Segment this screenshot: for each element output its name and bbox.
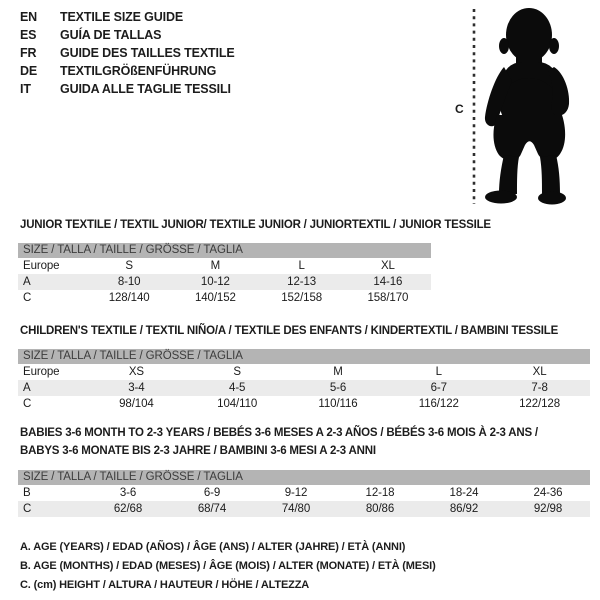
size-table-children bbox=[18, 349, 590, 412]
height-figure bbox=[448, 3, 596, 209]
lang-title: TEXTILE SIZE GUIDE bbox=[60, 10, 184, 24]
lang-row-en bbox=[20, 8, 235, 26]
table-cell: 6-9 bbox=[203, 487, 221, 499]
lang-row-de bbox=[20, 62, 235, 80]
table-cell: 18-24 bbox=[449, 487, 479, 499]
table-cell: 6-7 bbox=[430, 382, 447, 394]
row-label: A bbox=[23, 382, 31, 394]
table-row-sizes bbox=[18, 258, 431, 274]
table-cell: 92/98 bbox=[533, 503, 563, 515]
lang-row-it bbox=[20, 80, 235, 98]
lang-code: IT bbox=[20, 82, 31, 96]
table-cell: 3-6 bbox=[119, 487, 137, 499]
section-title-junior: JUNIOR TEXTILE / TEXTIL JUNIOR/ TEXTILE JUNIOR / JUNIORTEXTIL / JUNIOR TESSILE bbox=[20, 219, 491, 231]
table-cell: 80/86 bbox=[365, 503, 395, 515]
baby-silhouette bbox=[466, 3, 590, 209]
table-row-age bbox=[18, 274, 431, 290]
table-cell: 122/128 bbox=[519, 398, 561, 410]
footnote-age-months: B. AGE (MONTHS) / EDAD (MESES) / ÂGE (MOIS) / ALTER (MONATE) / ETÀ (MESI) bbox=[20, 560, 436, 572]
table-cell: 4-5 bbox=[229, 382, 246, 394]
table-cell: 104/110 bbox=[217, 398, 258, 410]
lang-title: GUIDE DES TAILLES TEXTILE bbox=[60, 46, 235, 60]
table-cell: L bbox=[298, 260, 305, 272]
table-cell: S bbox=[125, 260, 133, 272]
table-cell: 116/122 bbox=[418, 398, 459, 410]
table-cell: 14-16 bbox=[373, 276, 403, 288]
table-cell: 98/104 bbox=[119, 398, 154, 410]
section-title-babies-line2: BABYS 3-6 MONATE BIS 2-3 JAHRE / BAMBINI 3-6 MESI A 2-3 ANNI bbox=[20, 445, 376, 457]
table-cell: M bbox=[210, 260, 221, 272]
section-title-babies-line1: BABIES 3-6 MONTH TO 2-3 YEARS / BEBÉS 3-6 MESES A 2-3 AÑOS / BÉBÉS 3-6 MOIS À 2-3 ANS / bbox=[20, 427, 538, 439]
lang-row-fr bbox=[20, 44, 235, 62]
size-header-bar: SIZE / TALLA / TAILLE / GRÖSSE / TAGLIA bbox=[18, 349, 590, 364]
table-cell: 128/140 bbox=[108, 292, 150, 304]
table-cell: 62/68 bbox=[113, 503, 143, 515]
table-cell: 10-12 bbox=[200, 276, 230, 288]
row-label: Europe bbox=[23, 260, 60, 272]
size-header-bar: SIZE / TALLA / TAILLE / GRÖSSE / TAGLIA bbox=[18, 470, 590, 485]
table-cell: 12-18 bbox=[365, 487, 395, 499]
size-table-babies bbox=[18, 470, 590, 517]
table-row-sizes bbox=[18, 364, 590, 380]
table-row-height bbox=[18, 396, 590, 412]
table-cell: 158/170 bbox=[367, 292, 409, 304]
table-cell: 110/116 bbox=[318, 398, 358, 410]
lang-title: TEXTILGRÖßENFÜHRUNG bbox=[60, 64, 217, 78]
table-cell: 12-13 bbox=[287, 276, 317, 288]
table-cell: 8-10 bbox=[117, 276, 141, 288]
table-cell: M bbox=[333, 366, 343, 378]
table-cell: 24-36 bbox=[533, 487, 563, 499]
table-cell: 5-6 bbox=[329, 382, 347, 394]
table-row-months bbox=[18, 485, 590, 501]
table-cell: 152/158 bbox=[281, 292, 323, 304]
footnote-age-years: A. AGE (YEARS) / EDAD (AÑOS) / ÂGE (ANS) / ALTER (JAHRE) / ETÀ (ANNI) bbox=[20, 541, 406, 553]
table-row-height bbox=[18, 290, 431, 306]
size-header-bar: SIZE / TALLA / TAILLE / GRÖSSE / TAGLIA bbox=[18, 243, 431, 258]
table-cell: 68/74 bbox=[197, 503, 227, 515]
table-cell: 74/80 bbox=[281, 503, 311, 515]
table-cell: XL bbox=[532, 366, 547, 378]
table-cell: 3-4 bbox=[128, 382, 145, 394]
lang-code: EN bbox=[20, 10, 38, 24]
table-cell: 7-8 bbox=[531, 382, 548, 394]
table-row-height bbox=[18, 501, 590, 517]
legend-footnotes bbox=[20, 538, 436, 595]
row-label: C bbox=[23, 398, 32, 410]
height-measure-label: C bbox=[455, 102, 464, 116]
size-table-junior bbox=[18, 243, 431, 306]
table-cell: S bbox=[233, 366, 241, 378]
table-cell: XS bbox=[128, 366, 144, 378]
lang-code: ES bbox=[20, 28, 37, 42]
lang-code: DE bbox=[20, 64, 38, 78]
row-label: C bbox=[23, 503, 32, 515]
lang-title: GUÍA DE TALLAS bbox=[60, 28, 162, 42]
table-cell: 86/92 bbox=[449, 503, 479, 515]
lang-code: FR bbox=[20, 46, 37, 60]
table-cell: XL bbox=[380, 260, 395, 272]
row-label: Europe bbox=[23, 366, 60, 378]
table-cell: L bbox=[435, 366, 442, 378]
lang-row-es bbox=[20, 26, 235, 44]
row-label: B bbox=[23, 487, 31, 499]
footnote-height-cm: C. (cm) HEIGHT / ALTURA / HAUTEUR / HÖHE / ALTEZZA bbox=[20, 579, 310, 591]
row-label: A bbox=[23, 276, 31, 288]
table-cell: 140/152 bbox=[194, 292, 236, 304]
row-label: C bbox=[23, 292, 32, 304]
section-title-children: CHILDREN'S TEXTILE / TEXTIL NIÑO/A / TEXTILE DES ENFANTS / KINDERTEXTIL / BAMBINI TESSILE bbox=[20, 325, 559, 337]
section-title-babies bbox=[20, 424, 538, 460]
lang-title: GUIDA ALLE TAGLIE TESSILI bbox=[60, 82, 231, 96]
language-title-block bbox=[20, 8, 235, 98]
table-cell: 9-12 bbox=[284, 487, 308, 499]
table-row-age bbox=[18, 380, 590, 396]
